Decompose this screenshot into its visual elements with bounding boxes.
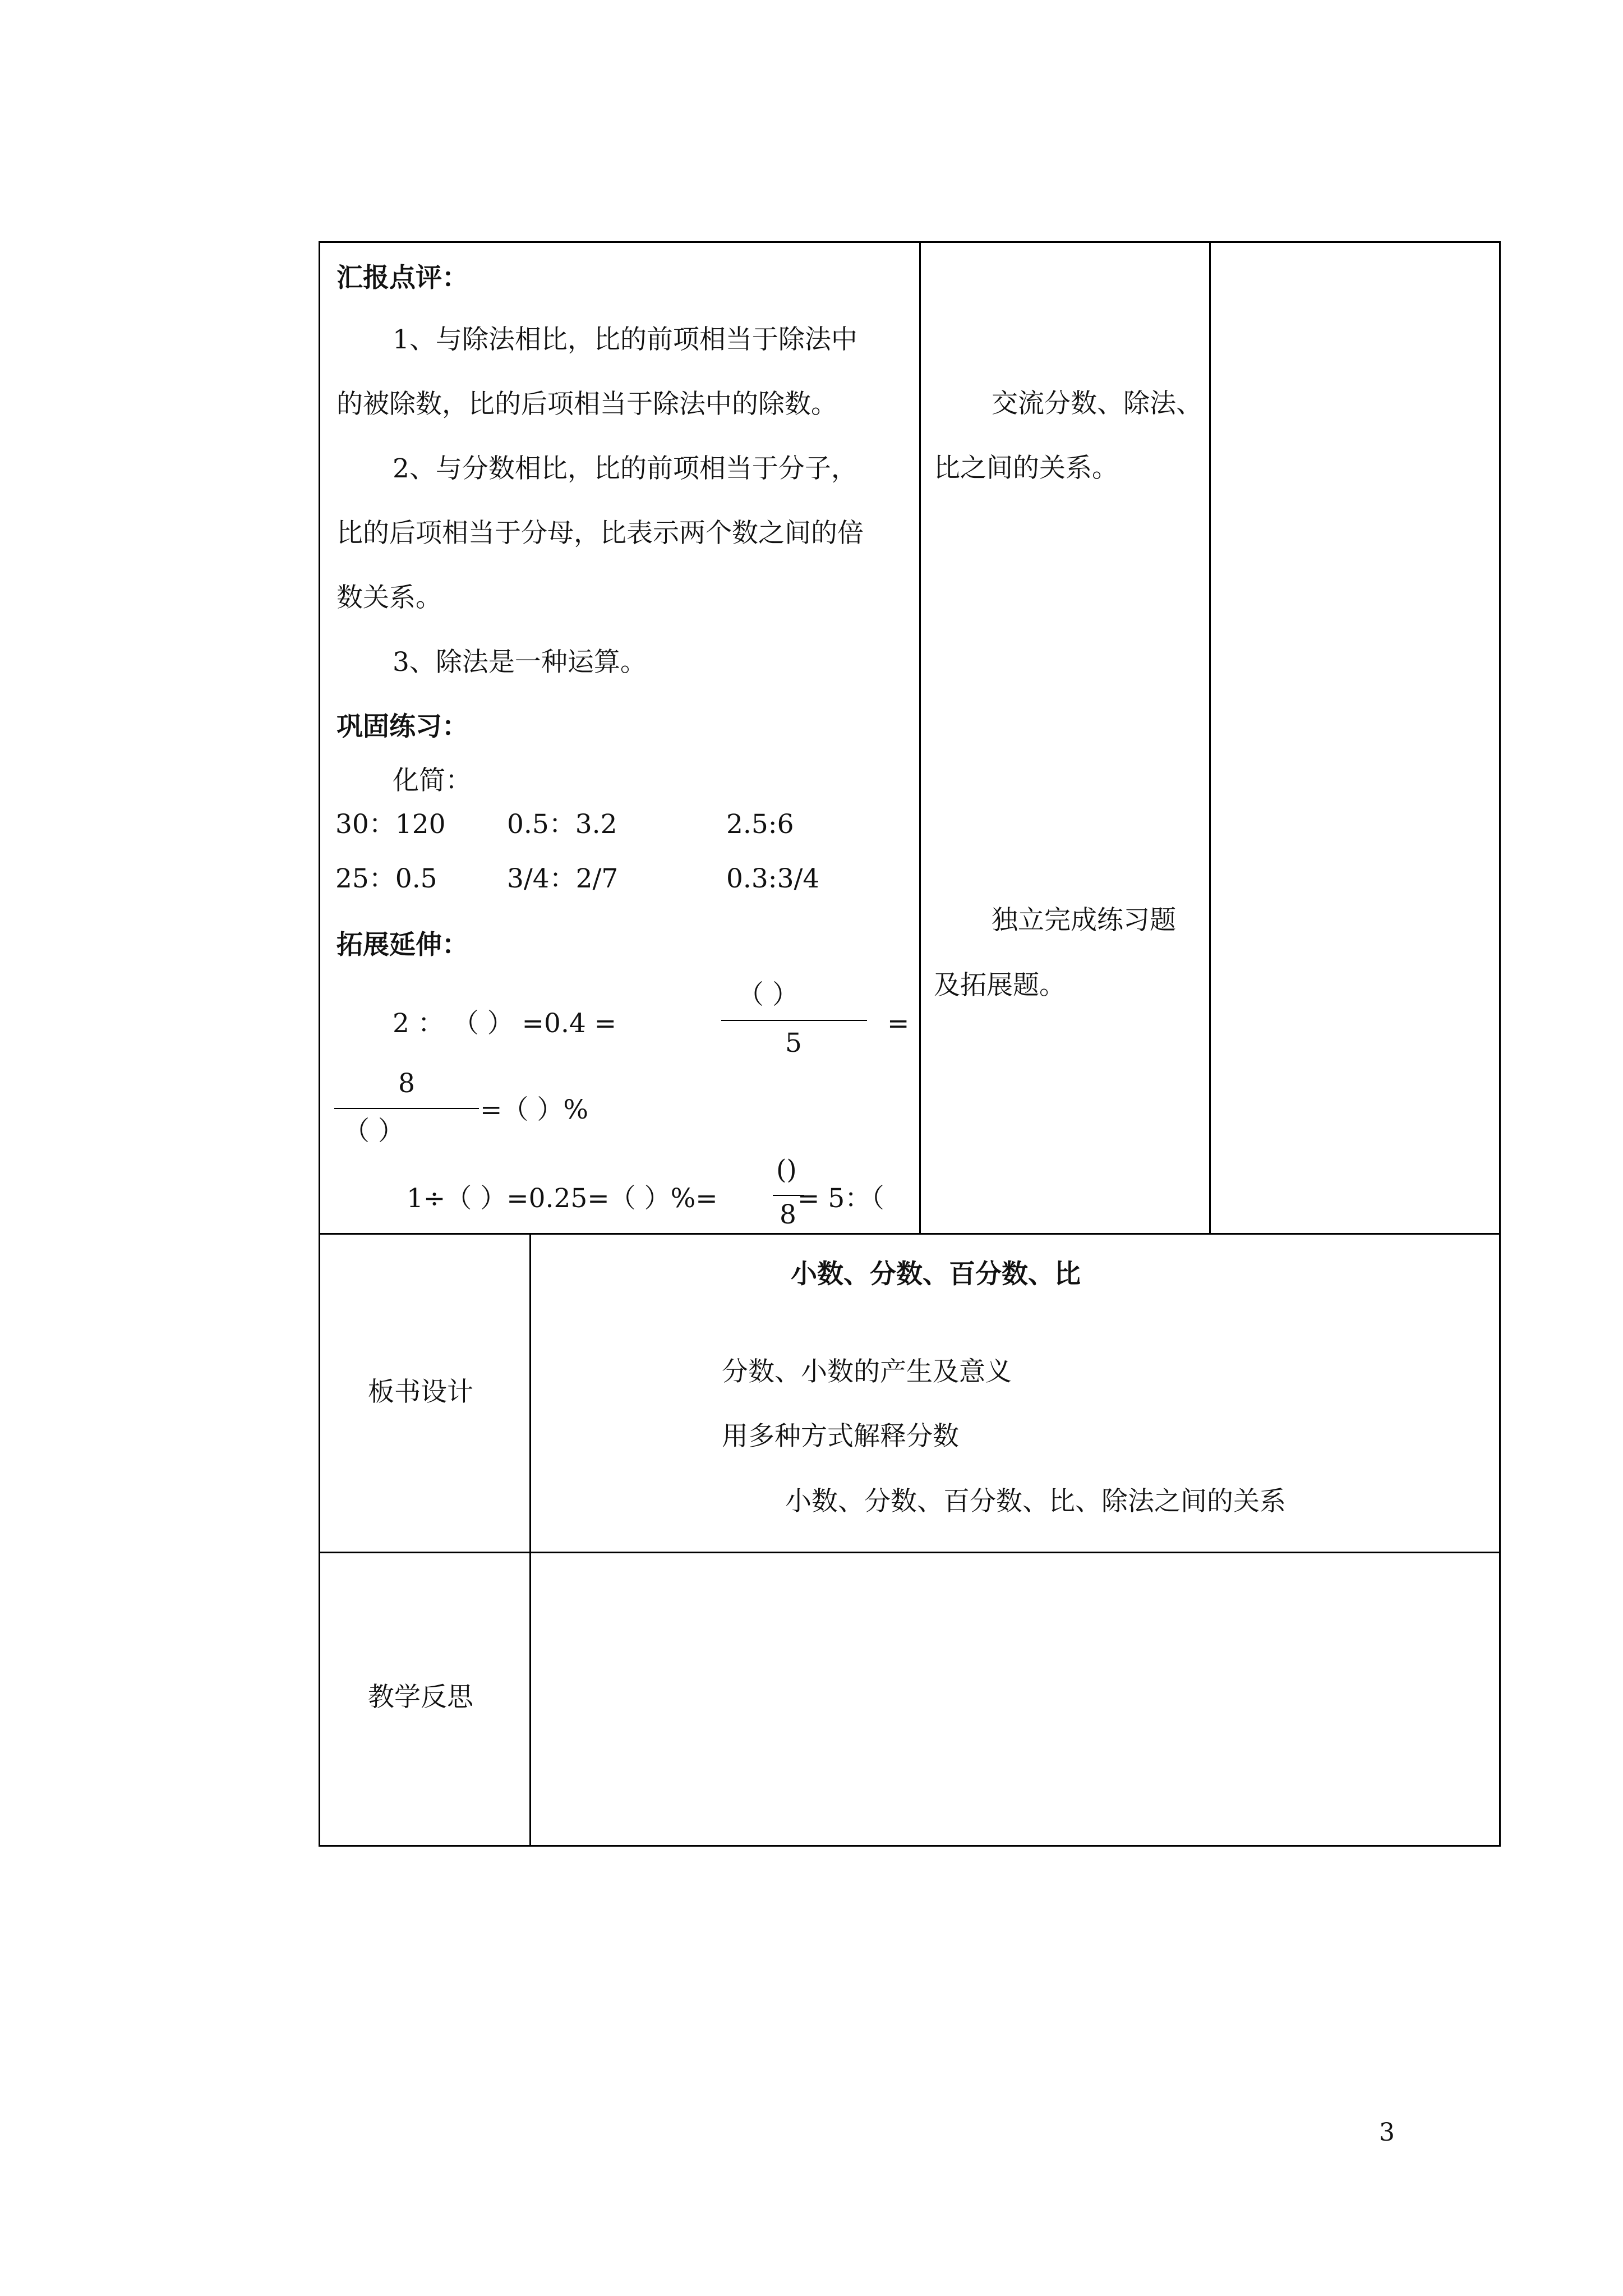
fraction3-denominator: 8 [780,1199,796,1230]
fraction1-numerator: （ ） [737,979,799,1010]
extension-line1: 2 ： （ ） =0.4 = [393,1008,617,1039]
board-label: 板书设计 [368,1377,473,1407]
table-col-divider-label [529,1233,531,1847]
extension-line3-end: = 5：（ [797,1183,884,1214]
fraction3-numerator: () [776,1154,797,1185]
board-line-1: 分数、小数的产生及意义 [722,1356,1012,1387]
table-border-bottom [319,1845,1501,1847]
table-border-right [1499,241,1501,1847]
table-row-divider-1 [319,1233,1501,1235]
activity-1-line1: 交流分数、除法、 [992,388,1202,419]
practice-heading: 巩固练习： [336,711,468,742]
activity-2-line1: 独立完成练习题 [992,905,1176,936]
practice-instruction: 化简： [393,765,472,796]
extension-heading: 拓展延伸： [336,930,468,960]
board-line-3: 小数、分数、百分数、比、除法之间的关系 [785,1486,1286,1517]
board-title: 小数、分数、百分数、比 [791,1259,1081,1290]
fraction2-numerator: 8 [398,1068,415,1099]
fraction1-bar [721,1020,867,1021]
fraction1-denominator: 5 [785,1028,802,1059]
practice-item: 3/4：2/7 [507,863,619,894]
extension-line3: 1÷（ ）=0.25=（ ）%= [407,1183,718,1214]
table-row-divider-2 [319,1552,1501,1553]
practice-item: 30：120 [335,809,446,840]
report-point-1b: 的被除数，比的后项相当于除法中的除数。 [336,389,837,420]
extension-line2: =（ ）% [480,1094,588,1125]
fraction2-bar [334,1108,479,1109]
activity-1-line2: 比之间的关系。 [934,453,1118,484]
report-point-2c: 数关系。 [336,582,442,613]
activity-2-line2: 及拓展题。 [934,970,1066,1001]
practice-item: 2.5:6 [726,809,794,840]
board-line-2: 用多种方式解释分数 [722,1421,959,1452]
report-point-2b: 比的后项相当于分母，比表示两个数之间的倍 [336,518,864,549]
practice-item: 0.5：3.2 [507,809,617,840]
table-border-top [319,241,1501,243]
reflection-label: 教学反思 [368,1682,473,1713]
report-point-3: 3、除法是一种运算。 [393,647,647,678]
practice-item: 0.3:3/4 [726,863,820,894]
table-border-left [319,241,320,1847]
table-col-divider-content [919,241,921,1235]
practice-item: 25：0.5 [335,863,437,894]
report-point-2a: 2、与分数相比，比的前项相当于分子， [393,453,857,484]
report-point-1a: 1、与除法相比，比的前项相当于除法中 [393,324,857,355]
fraction2-denominator: （ ） [343,1116,404,1147]
table-col-divider-activity [1209,241,1211,1235]
page-number: 3 [1379,2118,1395,2147]
extension-line1-equals: = [887,1008,910,1039]
report-heading: 汇报点评： [336,263,468,293]
